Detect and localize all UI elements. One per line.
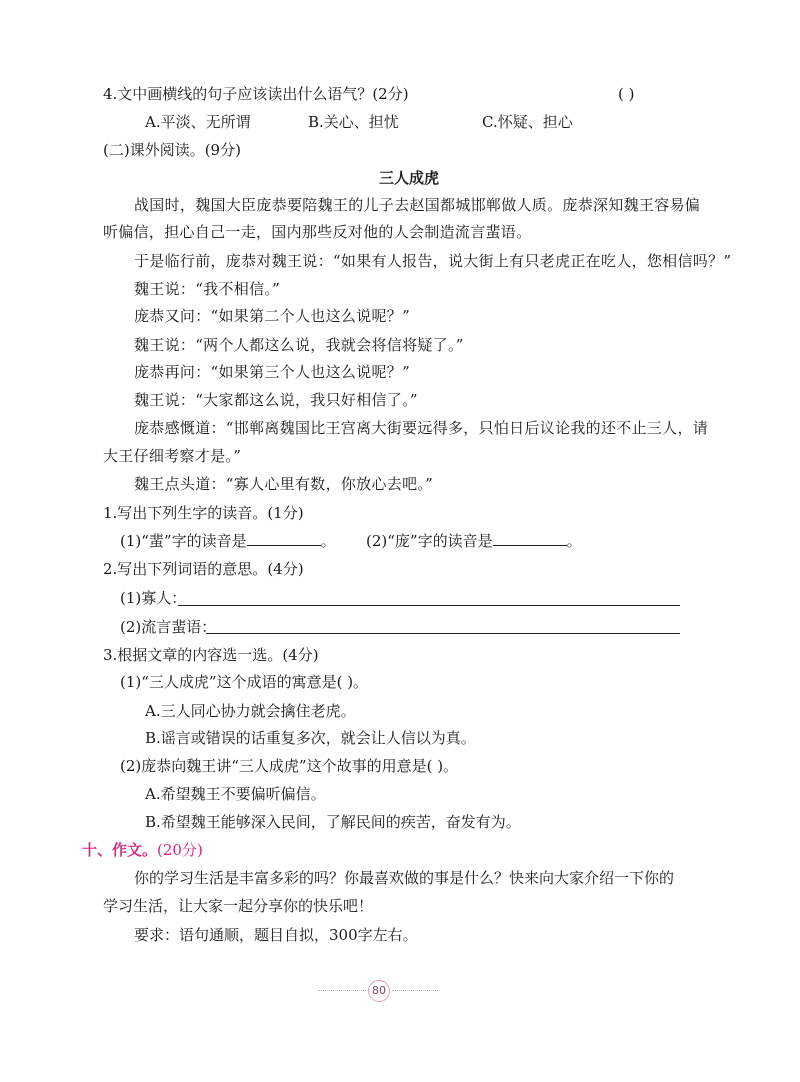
q1-item2 [366,531,582,551]
q4-question: 4.文中画横线的句子应该读出什么语气？(2分) [103,85,409,103]
q1-item2-blank[interactable] [493,531,567,546]
q2-question: 2.写出下列词语的意思。(4分) [103,560,304,578]
q2-item1: (1)寡人： [120,589,187,607]
story-p5: 魏王说：“两个人都这么说，我就会将信将疑了。” [134,336,464,354]
q3-sub1: (1)“三人成虎”这个成语的寓意是( )。 [120,673,369,691]
essay-points: (20分) [157,841,203,859]
q1-item1-suffix: 。 [320,532,336,550]
story-p1-line2: 听偏信，担心自己一走，国内那些反对他的人会制造流言蜚语。 [103,223,532,241]
q2-item1-answer-line[interactable] [178,605,680,606]
essay-heading: 十、作文。 [82,841,158,859]
story-p3: 魏王说：“我不相信。” [134,280,281,298]
story-title: 三人成虎 [378,169,439,187]
q1-item1-prefix: (1)“蜚”字的读音是 [120,532,247,550]
essay-heading-line [82,840,203,860]
q4-option-c: C.怀疑、担心 [482,113,573,131]
footer-line-right [392,990,440,991]
q4-option-b: B.关心、担忧 [308,113,399,131]
q1-item1 [120,531,336,551]
q4-option-a: A.平淡、无所谓 [145,113,251,131]
q3-question: 3.根据文章的内容选一选。(4分) [103,646,319,664]
story-p2: 于是临行前，庞恭对魏王说：“如果有人报告，说大街上有只老虎正在吃人，您相信吗？” [134,252,732,270]
story-p8-line2: 大王仔细考察才是。” [103,447,242,465]
section-extra-reading: (二)课外阅读。(9分) [103,141,241,159]
footer-line-left [318,990,366,991]
q3-sub2-option-a: A.希望魏王不要偏听偏信。 [145,785,326,803]
page-number: 80 [368,980,390,1002]
q2-item2-answer-line[interactable] [206,633,680,634]
essay-prompt-line1: 你的学习生活是丰富多彩的吗？你最喜欢做的事是什么？快来向大家介绍一下你的 [134,869,675,887]
q1-item1-blank[interactable] [247,531,321,546]
q2-item2: (2)流言蜚语： [120,618,217,636]
story-p9: 魏王点头道：“寡人心里有数，你放心去吧。” [134,475,434,493]
essay-prompt-line2: 学习生活，让大家一起分享你的快乐吧！ [103,897,374,915]
q1-item2-prefix: (2)“庞”字的读音是 [366,532,493,550]
story-p7: 魏王说：“大家都这么说，我只好相信了。” [134,391,418,409]
q3-sub1-option-a: A.三人同心协力就会擒住老虎。 [145,702,356,720]
story-p1-line1: 战国时，魏国大臣庞恭要陪魏王的儿子去赵国都城邯郸做人质。庞恭深知魏王容易偏 [134,196,701,214]
q4-answer-paren: ( ) [618,85,635,103]
q3-sub2: (2)庞恭向魏王讲“三人成虎”这个故事的用意是( )。 [120,757,459,775]
q1-question: 1.写出下列生字的读音。(1分) [103,504,304,522]
essay-requirements: 要求：语句通顺，题目自拟，300字左右。 [134,926,418,944]
story-p4: 庞恭又问：“如果第二个人也这么说呢？” [134,307,411,325]
q1-item2-suffix: 。 [566,532,582,550]
story-p6: 庞恭再问：“如果第三个人也这么说呢？” [134,363,411,381]
q3-sub2-option-b: B.希望魏王能够深入民间，了解民间的疾苦，奋发有为。 [145,813,521,831]
q3-sub1-option-b: B.谣言或错误的话重复多次，就会让人信以为真。 [145,729,476,747]
story-p8-line1: 庞恭感慨道：“邯郸离魏国比王宫离大街要远得多，只怕日后议论我的还不止三人，请 [134,419,709,437]
